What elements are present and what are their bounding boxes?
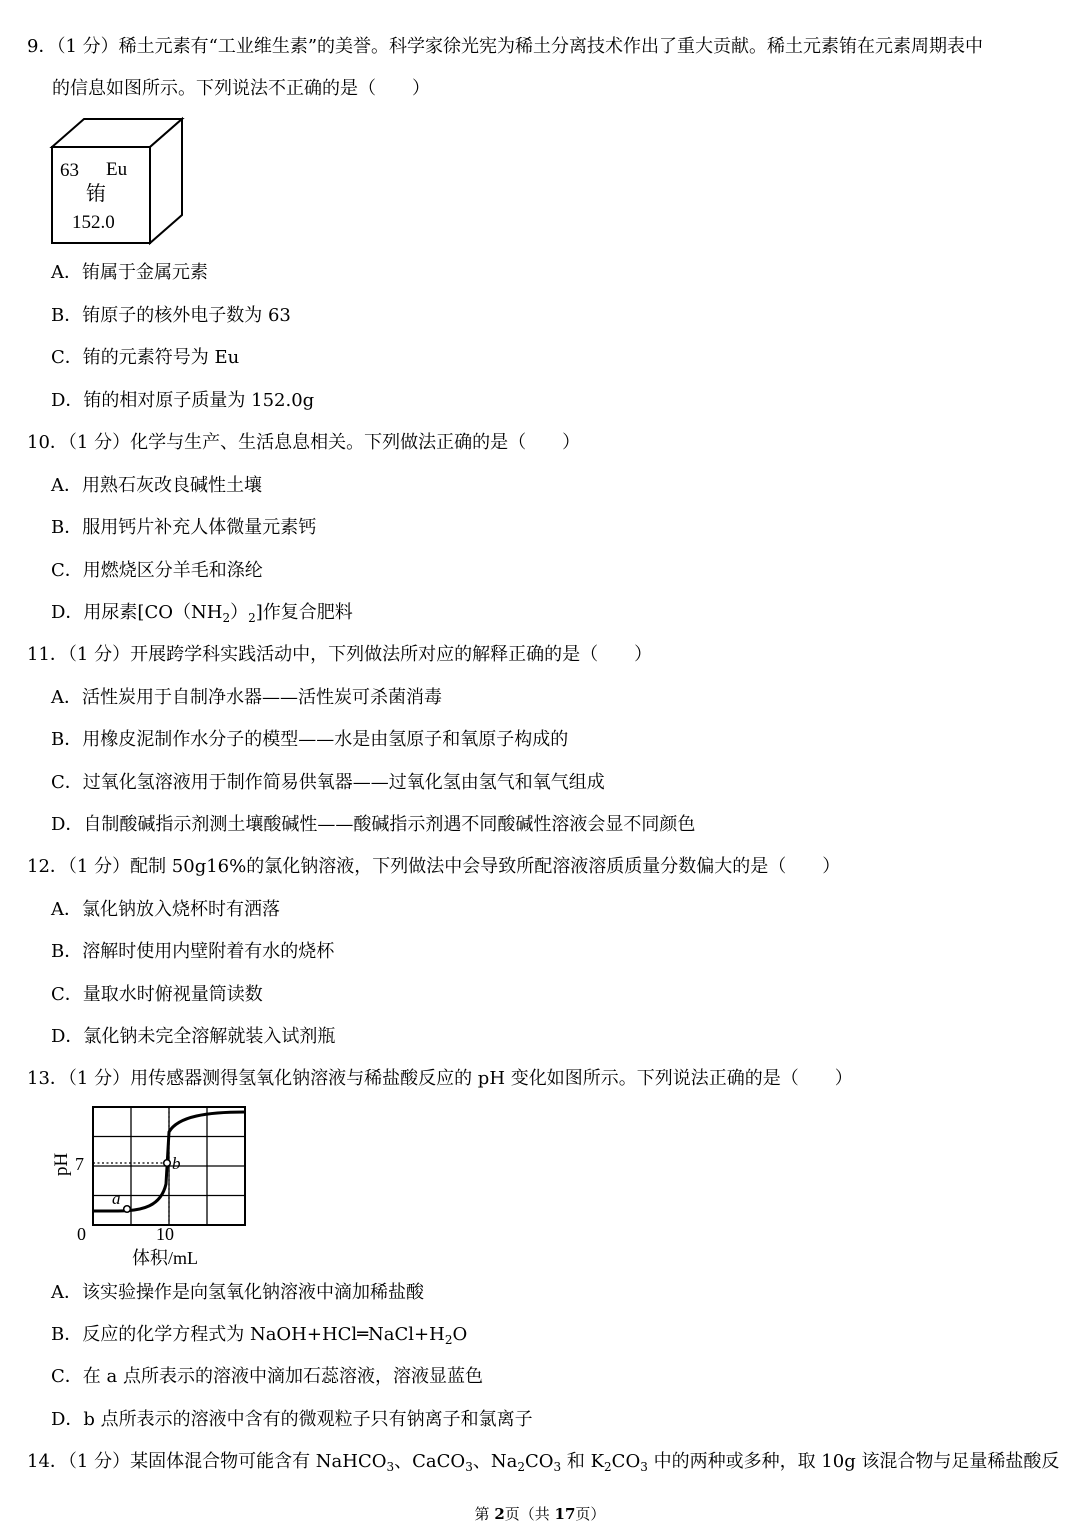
q11-option-a: A．活性炭用于自制净水器——活性炭可杀菌消毒 <box>51 687 442 708</box>
q10-stem: 10．（1 分）化学与生产、生活息息相关。下列做法正确的是（ ） <box>27 432 581 453</box>
q11-option-c: C．过氧化氢溶液用于制作简易供氧器——过氧化氢由氢气和氧气组成 <box>51 772 605 793</box>
q10-option-c: C．用燃烧区分羊毛和涤纶 <box>51 560 263 581</box>
q10-option-b: B．服用钙片补充人体微量元素钙 <box>51 517 317 538</box>
element-cube-figure <box>48 115 188 247</box>
q11-stem: 11．（1 分）开展跨学科实践活动中，下列做法所对应的解释正确的是（ ） <box>27 644 653 665</box>
q9-option-c: C．铕的元素符号为 Eu <box>51 347 240 368</box>
q11-option-b: B．用橡皮泥制作水分子的模型——水是由氢原子和氧原子构成的 <box>51 729 569 750</box>
q12-option-b: B．溶解时使用内壁附着有水的烧杯 <box>51 941 335 962</box>
x-origin-label: 0 <box>77 1224 86 1244</box>
element-mass: 152.0 <box>72 212 115 233</box>
q10-option-a: A．用熟石灰改良碱性土壤 <box>51 475 262 496</box>
y-axis-label: pH <box>51 1152 72 1176</box>
q12-option-d: D．氯化钠未完全溶解就装入试剂瓶 <box>51 1026 336 1047</box>
q12-option-a: A．氯化钠放入烧杯时有洒落 <box>51 899 280 920</box>
point-b-marker <box>164 1160 171 1167</box>
point-a-label: a <box>112 1189 121 1208</box>
q10-option-d: D．用尿素$[CO(NH_2)_2]$作复合肥料 <box>51 602 353 625</box>
y-tick-7: 7 <box>75 1154 84 1174</box>
point-a-marker <box>124 1206 131 1213</box>
q14-stem: 14．（1 分）某固体混合物可能含有 NaHCO$_3$、CaCO$_3$、$Na_2CO_3$ 和 $K_2CO_3$ 中的两种或多种，取 10g 该混合物与足量稀盐酸反 <box>27 1451 1060 1474</box>
q9-stem-line1: 9．（1 分）稀土元素有“工业维生素”的美誉。科学家徐光宪为稀土分离技术作出了重大贡献。稀土元素铕在元素周期表中 <box>27 36 984 57</box>
q13-option-b: B．反应的化学方程式为 $NaOH+HCl═NaCl+H_2O$ <box>51 1324 468 1347</box>
q13-option-c: C．在 a 点所表示的溶液中滴加石蕊溶液，溶液显蓝色 <box>51 1366 483 1387</box>
current-page-number: 2 <box>494 1505 505 1523</box>
q9-option-a: A．铕属于金属元素 <box>51 262 208 283</box>
ph-curve-graph <box>48 1102 258 1270</box>
q13-stem: 13．（1 分）用传感器测得氢氧化钠溶液与稀盐酸反应的 pH 变化如图所示。下列说法正确的是（ ） <box>27 1068 853 1089</box>
q11-option-d: D．自制酸碱指示剂测土壤酸碱性——酸碱指示剂遇不同酸碱性溶液会显不同颜色 <box>51 814 696 835</box>
q9-stem-line2: 的信息如图所示。下列说法不正确的是（ ） <box>52 78 430 99</box>
q9-option-b: B．铕原子的核外电子数为 63 <box>51 305 291 326</box>
q12-stem: 12．（1 分）配制 50g16%的氯化钠溶液，下列做法中会导致所配溶液溶质质量分数偏大的是（ ） <box>27 856 841 877</box>
point-b-label: b <box>172 1154 181 1173</box>
page-footer: 第 2页（共 17页） <box>474 1505 606 1523</box>
q12-option-c: C．量取水时俯视量筒读数 <box>51 984 263 1005</box>
element-atomic-number: 63 <box>60 160 79 181</box>
element-name: 铕 <box>86 181 106 205</box>
q9-option-d: D．铕的相对原子质量为 152.0g <box>51 390 315 411</box>
x-axis-label: 体积/mL <box>132 1248 198 1268</box>
q13-option-d: D．b 点所表示的溶液中含有的微观粒子只有钠离子和氯离子 <box>51 1409 533 1430</box>
x-tick-10: 10 <box>156 1224 174 1244</box>
total-pages: 17 <box>554 1505 576 1523</box>
q13-option-a: A．该实验操作是向氢氧化钠溶液中滴加稀盐酸 <box>51 1282 424 1303</box>
element-symbol: Eu <box>106 159 128 180</box>
